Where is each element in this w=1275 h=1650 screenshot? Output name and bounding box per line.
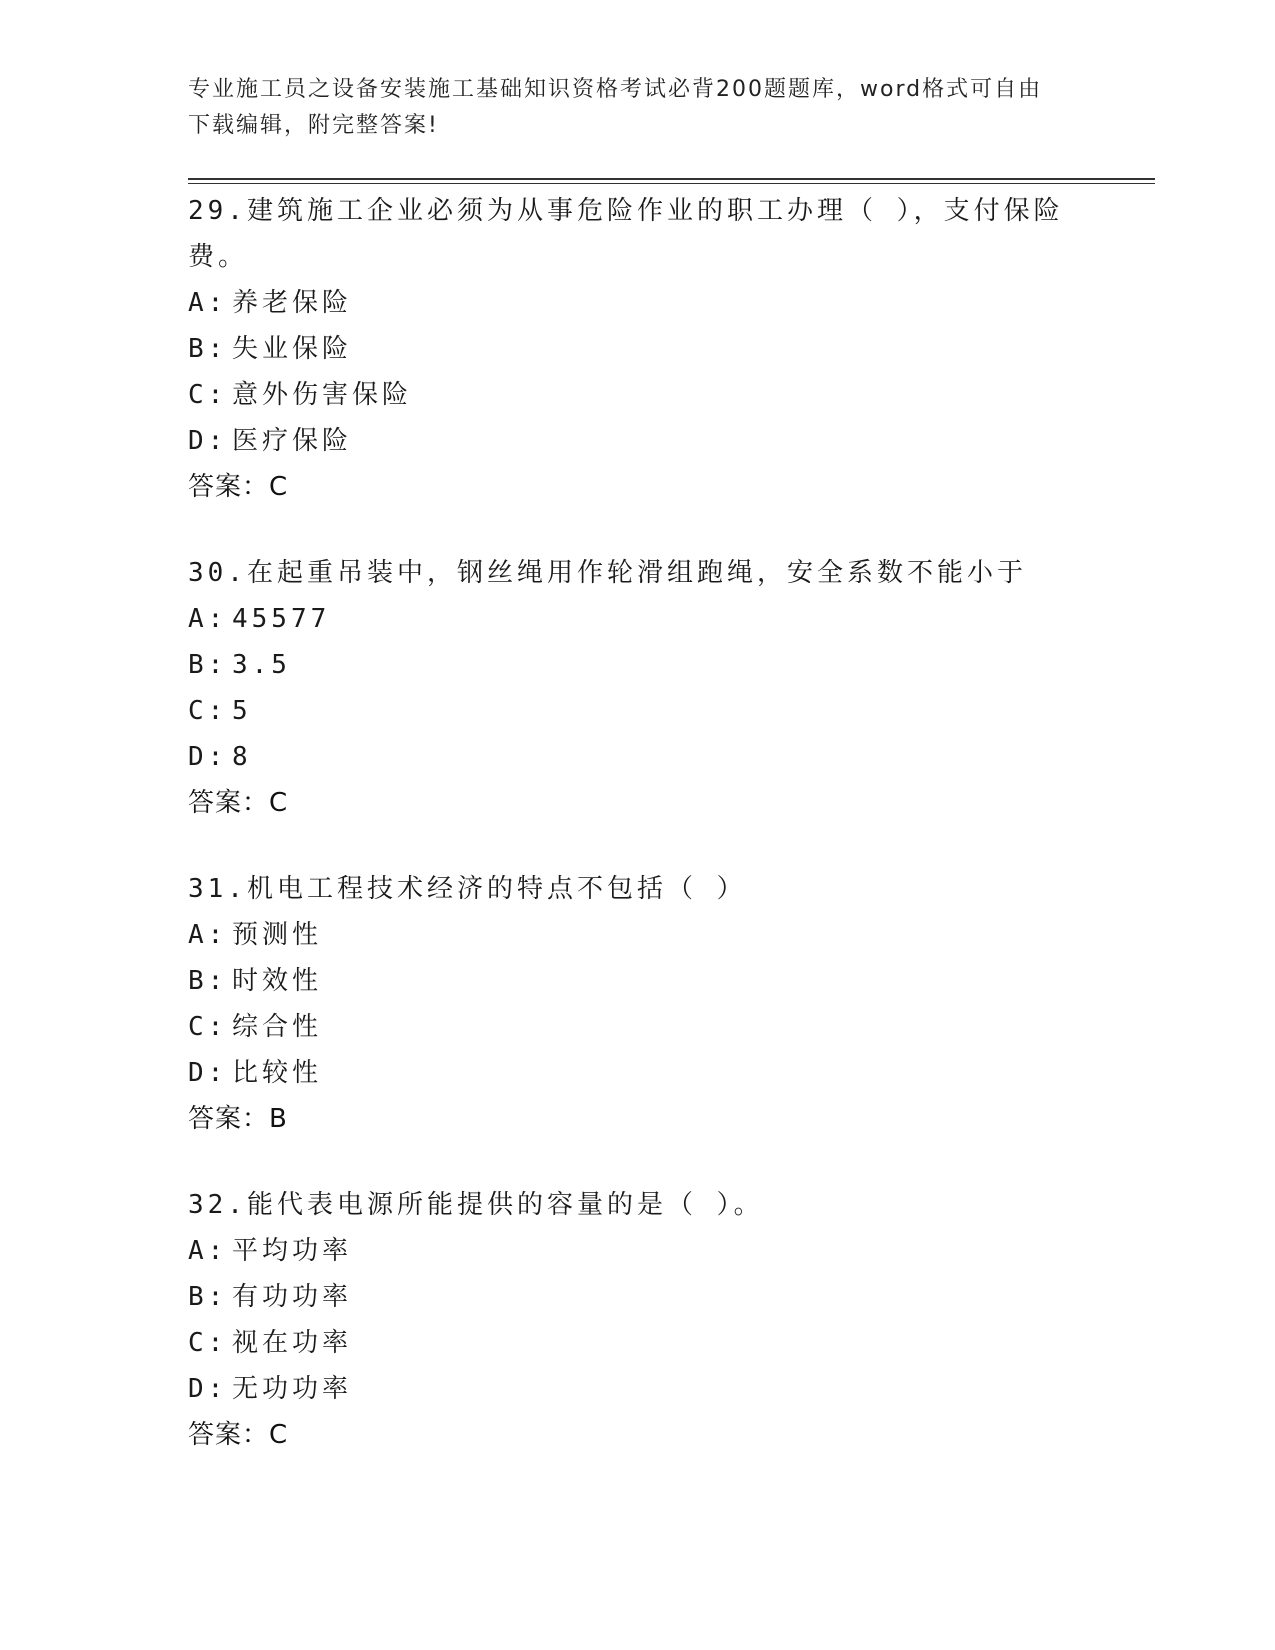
option-a — [188, 596, 1108, 642]
question-list — [188, 188, 1108, 1458]
option-key: C: — [188, 696, 228, 726]
option-b — [188, 642, 1108, 688]
option-key: C: — [188, 1328, 228, 1358]
option-text: 养老保险 — [232, 288, 353, 318]
option-b — [188, 1274, 1108, 1320]
option-key: B: — [188, 966, 228, 996]
question-stem: 32.能代表电源所能提供的容量的是（ ）。 — [188, 1190, 764, 1220]
header-title-line-1: 专业施工员之设备安装施工基础知识资格考试必背200题题库，word格式可自由 — [188, 77, 1043, 102]
answer-line: 答案：C — [188, 472, 289, 502]
option-key: D: — [188, 742, 228, 772]
option-c — [188, 1320, 1108, 1366]
option-c — [188, 1004, 1108, 1050]
option-key: B: — [188, 1282, 228, 1312]
question-29 — [188, 188, 1108, 510]
answer-line: 答案：C — [188, 788, 289, 818]
option-text: 综合性 — [232, 1012, 323, 1042]
option-c — [188, 688, 1108, 734]
option-d — [188, 418, 1108, 464]
option-key: B: — [188, 334, 228, 364]
option-key: C: — [188, 1012, 228, 1042]
option-key: C: — [188, 380, 228, 410]
question-stem: 30.在起重吊装中，钢丝绳用作轮滑组跑绳，安全系数不能小于 — [188, 558, 1027, 588]
option-text: 预测性 — [232, 920, 323, 950]
option-key: B: — [188, 650, 228, 680]
spacer — [188, 510, 1108, 550]
option-key: A: — [188, 1236, 228, 1266]
question-stem: 29.建筑施工企业必须为从事危险作业的职工办理（ ），支付保险费。 — [188, 196, 1064, 272]
question-stem: 31.机电工程技术经济的特点不包括（ ） — [188, 874, 747, 904]
option-text: 视在功率 — [232, 1328, 353, 1358]
option-text: 医疗保险 — [232, 426, 353, 456]
question-30 — [188, 550, 1108, 826]
option-text: 比较性 — [232, 1058, 323, 1088]
question-31 — [188, 866, 1108, 1142]
option-text: 有功功率 — [232, 1282, 353, 1312]
option-text: 时效性 — [232, 966, 323, 996]
option-b — [188, 326, 1108, 372]
option-key: A: — [188, 920, 228, 950]
option-a — [188, 280, 1108, 326]
option-a — [188, 912, 1108, 958]
document-header — [188, 72, 1088, 144]
option-text: 8 — [232, 742, 252, 772]
spacer — [188, 1142, 1108, 1182]
spacer — [188, 826, 1108, 866]
option-text: 意外伤害保险 — [232, 380, 413, 410]
answer-line: 答案：C — [188, 1420, 289, 1450]
option-d — [188, 734, 1108, 780]
option-key: A: — [188, 288, 228, 318]
option-d — [188, 1050, 1108, 1096]
option-key: D: — [188, 1374, 228, 1404]
header-divider-thin — [188, 183, 1155, 184]
option-key: D: — [188, 1058, 228, 1088]
option-text: 平均功率 — [232, 1236, 353, 1266]
header-divider-thick — [188, 178, 1155, 180]
answer-line: 答案：B — [188, 1104, 288, 1134]
option-text: 45577 — [232, 604, 331, 634]
option-d — [188, 1366, 1108, 1412]
option-c — [188, 372, 1108, 418]
option-text: 5 — [232, 696, 252, 726]
option-key: D: — [188, 426, 228, 456]
option-b — [188, 958, 1108, 1004]
question-32 — [188, 1182, 1108, 1458]
option-text: 3.5 — [232, 650, 291, 680]
option-key: A: — [188, 604, 228, 634]
header-title-line-2: 下载编辑，附完整答案! — [188, 113, 439, 138]
option-text: 失业保险 — [232, 334, 353, 364]
option-text: 无功功率 — [232, 1374, 353, 1404]
option-a — [188, 1228, 1108, 1274]
